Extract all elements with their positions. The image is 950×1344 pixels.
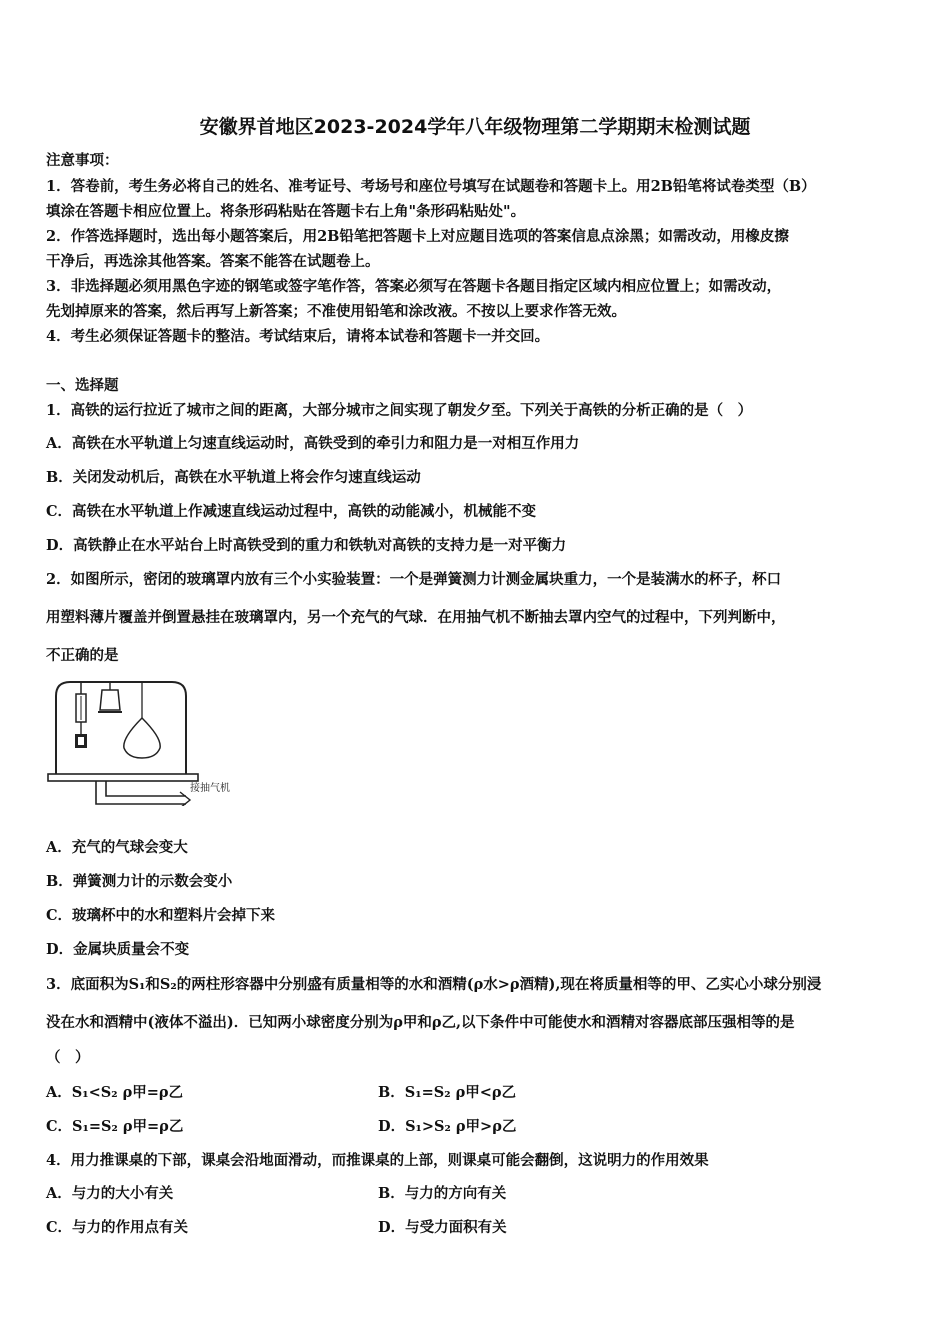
section-heading: 一、选择题 bbox=[46, 377, 119, 394]
question-1-option-b: B．关闭发动机后，高铁在水平轨道上将会作匀速直线运动 bbox=[46, 469, 421, 486]
question-2-option-d: D．金属块质量会不变 bbox=[46, 941, 190, 958]
question-2-stem: 用塑料薄片覆盖并倒置悬挂在玻璃罩内，另一个充气的气球．在用抽气机不断抽去罩内空气的过程中，下列判断中， bbox=[46, 609, 786, 626]
notice-line: 先划掉原来的答案，然后再写上新答案；不准使用铅笔和涂改液。不按以上要求作答无效。 bbox=[46, 303, 626, 320]
question-4-stem: 4．用力推课桌的下部，课桌会沿地面滑动，而推课桌的上部，则课桌可能会翻倒，这说明力的作用效果 bbox=[46, 1152, 709, 1169]
notice-line: 干净后，再选涂其他答案。答案不能答在试题卷上。 bbox=[46, 253, 380, 270]
question-1-option-c: C．高铁在水平轨道上作减速直线运动过程中，高铁的动能减小，机械能不变 bbox=[46, 503, 537, 520]
notice-line: 2．作答选择题时，选出每小题答案后，用2B铅笔把答题卡上对应题目选项的答案信息点涂黑；如需改动，用橡皮擦 bbox=[46, 228, 789, 245]
notice-line: 填涂在答题卡相应位置上。将条形码粘贴在答题卡右上角"条形码粘贴处"。 bbox=[46, 203, 526, 220]
question-3-stem: 3．底面积为S₁和S₂的两柱形容器中分别盛有质量相等的水和酒精(ρ水>ρ酒精),现在将质量相等的甲、乙实心小球分别浸 bbox=[46, 976, 822, 993]
page-title: 安徽界首地区2023-2024学年八年级物理第二学期期末检测试题 bbox=[199, 116, 751, 138]
question-2-stem: 2．如图所示，密闭的玻璃罩内放有三个小实验装置：一个是弹簧测力计测金属块重力，一个是装满水的杯子，杯口 bbox=[46, 571, 782, 588]
question-3-option-b: B．S₁=S₂ ρ甲<ρ乙 bbox=[378, 1084, 517, 1101]
pump-label: 接抽气机 bbox=[190, 783, 230, 794]
notice-line: 3．非选择题必须用黑色字迹的钢笔或签字笔作答，答案必须写在答题卡各题目指定区域内相应位置上；如需改动， bbox=[46, 278, 782, 295]
question-1-option-a: A．高铁在水平轨道上匀速直线运动时，高铁受到的牵引力和阻力是一对相互作用力 bbox=[46, 435, 580, 452]
question-3-stem: （ ） bbox=[46, 1049, 90, 1066]
question-4-option-b: B．与力的方向有关 bbox=[378, 1185, 507, 1202]
question-2-option-a: A．充气的气球会变大 bbox=[46, 839, 188, 856]
question-1-option-d: D．高铁静止在水平站台上时高铁受到的重力和铁轨对高铁的支持力是一对平衡力 bbox=[46, 537, 567, 554]
question-2-option-c: C．玻璃杯中的水和塑料片会掉下来 bbox=[46, 907, 276, 924]
question-2-stem: 不正确的是 bbox=[46, 647, 119, 664]
question-1-stem: 1．高铁的运行拉近了城市之间的距离，大部分城市之间实现了朝发夕至。下列关于高铁的分析正确的是（ ） bbox=[46, 402, 753, 419]
question-3-option-d: D．S₁>S₂ ρ甲>ρ乙 bbox=[378, 1118, 517, 1135]
bell-jar-figure bbox=[44, 676, 254, 806]
question-3-option-c: C．S₁=S₂ ρ甲=ρ乙 bbox=[46, 1118, 184, 1135]
question-3-option-a: A．S₁<S₂ ρ甲=ρ乙 bbox=[46, 1084, 184, 1101]
question-4-option-c: C．与力的作用点有关 bbox=[46, 1219, 189, 1236]
notice-line: 1．答卷前，考生务必将自己的姓名、准考证号、考场号和座位号填写在试题卷和答题卡上。用2B铅笔将试卷类型（B） bbox=[46, 178, 816, 195]
question-3-stem: 没在水和酒精中(液体不溢出)．已知两小球密度分别为ρ甲和ρ乙,以下条件中可能使水和酒精对容器底部压强相等的是 bbox=[46, 1014, 795, 1031]
question-4-option-a: A．与力的大小有关 bbox=[46, 1185, 174, 1202]
notice-heading: 注意事项： bbox=[46, 152, 119, 169]
question-4-option-d: D．与受力面积有关 bbox=[378, 1219, 507, 1236]
question-2-option-b: B．弹簧测力计的示数会变小 bbox=[46, 873, 233, 890]
notice-line: 4．考生必须保证答题卡的整洁。考试结束后，请将本试卷和答题卡一并交回。 bbox=[46, 328, 550, 345]
